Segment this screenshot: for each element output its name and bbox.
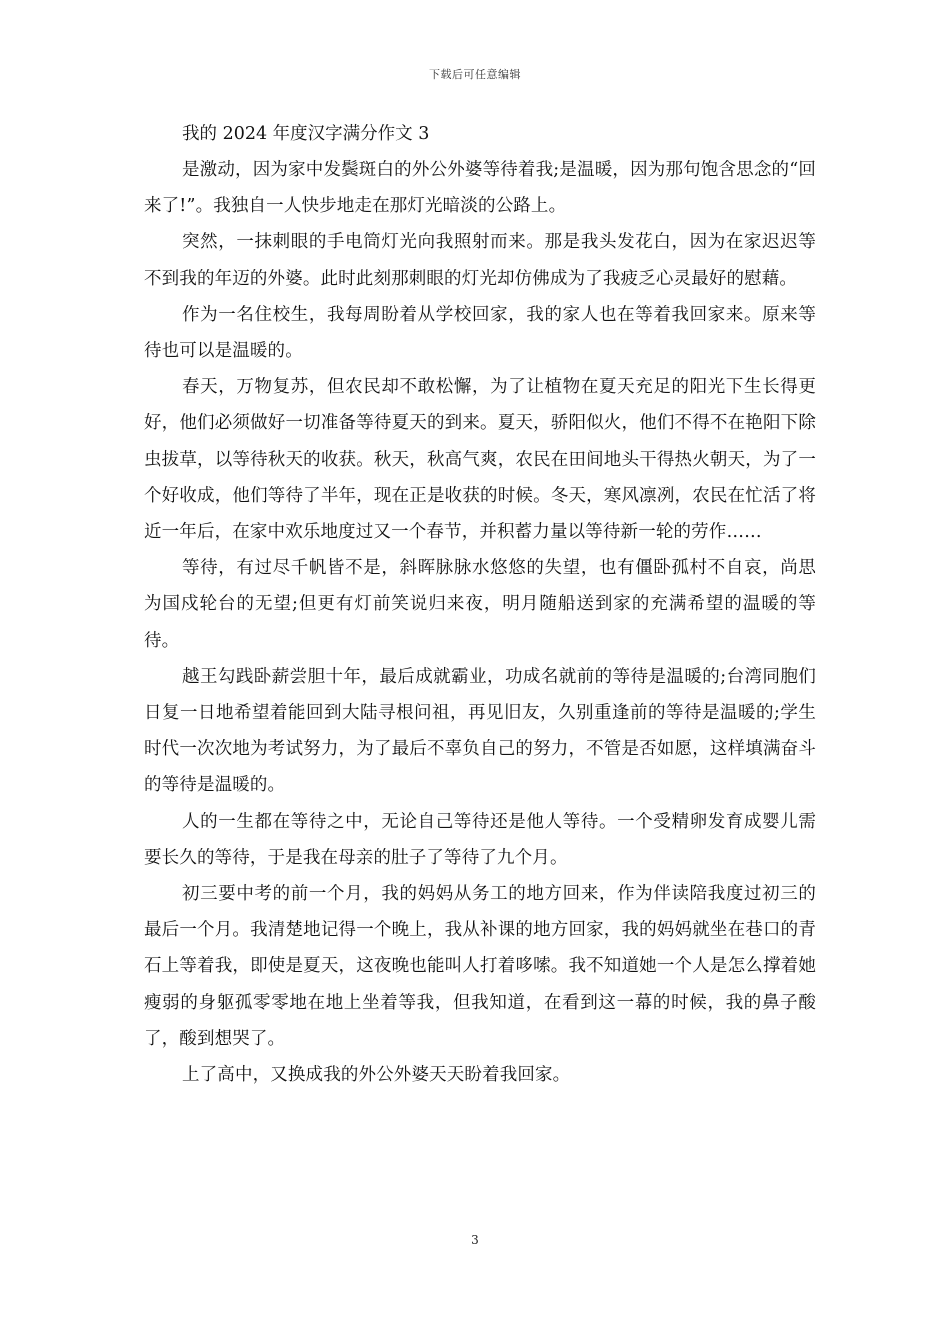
document-title: 我的 2024 年度汉字满分作文 3 bbox=[182, 124, 430, 144]
paragraph: 春天，万物复苏，但农民却不敢松懈，为了让植物在夏天充足的阳光下生长得更好，他们必须做好一切准备等待夏天的到来。夏天，骄阳似火，他们不得不在艳阳下除虫拔草，以等待秋天的收获。秋天，秋高气爽，农民在田间地头干得热火朝天，为了一个好收成，他们等待了半年，现在正是收获的时候。冬天，寒风凛冽，农民在忙活了将近一年后，在家中欢乐地度过又一个春节，并积蓄力量以等待新一轮的劳作…… bbox=[144, 377, 816, 543]
paragraph: 突然，一抹刺眼的手电筒灯光向我照射而来。那是我头发花白，因为在家迟迟等不到我的年迈的外婆。此时此刻那刺眼的灯光却仿佛成为了我疲乏心灵最好的慰藉。 bbox=[144, 232, 816, 289]
paragraph: 上了高中，又换成我的外公外婆天天盼着我回家。 bbox=[182, 1065, 571, 1086]
paragraph: 初三要中考的前一个月，我的妈妈从务工的地方回来，作为伴读陪我度过初三的最后一个月。我清楚地记得一个晚上，我从补课的地方回家，我的妈妈就坐在巷口的青石上等着我，即使是夏天，这夜晚也能叫人打着哆嗦。我不知道她一个人是怎么撑着她瘦弱的身躯孤零零地在地上坐着等我，但我知道，在看到这一幕的时候，我的鼻子酸了，酸到想哭了。 bbox=[144, 884, 816, 1049]
paragraph: 越王勾践卧薪尝胆十年，最后成就霸业，功成名就前的等待是温暖的;台湾同胞们日复一日地希望着能回到大陆寻根问祖，再见旧友，久别重逢前的等待是温暖的;学生时代一次次地为考试努力，为了最后不辜负自己的努力，不管是否如愿，这样填满奋斗的等待是温暖的。 bbox=[144, 666, 816, 796]
paragraph: 人的一生都在等待之中，无论自己等待还是他人等待。一个受精卵发育成婴儿需要长久的等待，于是我在母亲的肚子了等待了九个月。 bbox=[144, 811, 816, 868]
paragraph: 等待，有过尽千帆皆不是，斜晖脉脉水悠悠的失望，也有僵卧孤村不自哀，尚思为国戍轮台的无望;但更有灯前笑说归来夜，明月随船送到家的充满希望的温暖的等待。 bbox=[144, 558, 816, 651]
page-number: 3 bbox=[471, 1233, 479, 1247]
page-header: 下载后可任意编辑 bbox=[429, 68, 521, 81]
paragraph: 是激动，因为家中发鬓斑白的外公外婆等待着我;是温暖，因为那句饱含思念的“回来了!”。我独自一人快步地走在那灯光暗淡的公路上。 bbox=[144, 160, 816, 217]
paragraph: 作为一名住校生，我每周盼着从学校回家，我的家人也在等着我回家来。原来等待也可以是温暖的。 bbox=[144, 304, 816, 362]
document-body bbox=[144, 116, 816, 1093]
